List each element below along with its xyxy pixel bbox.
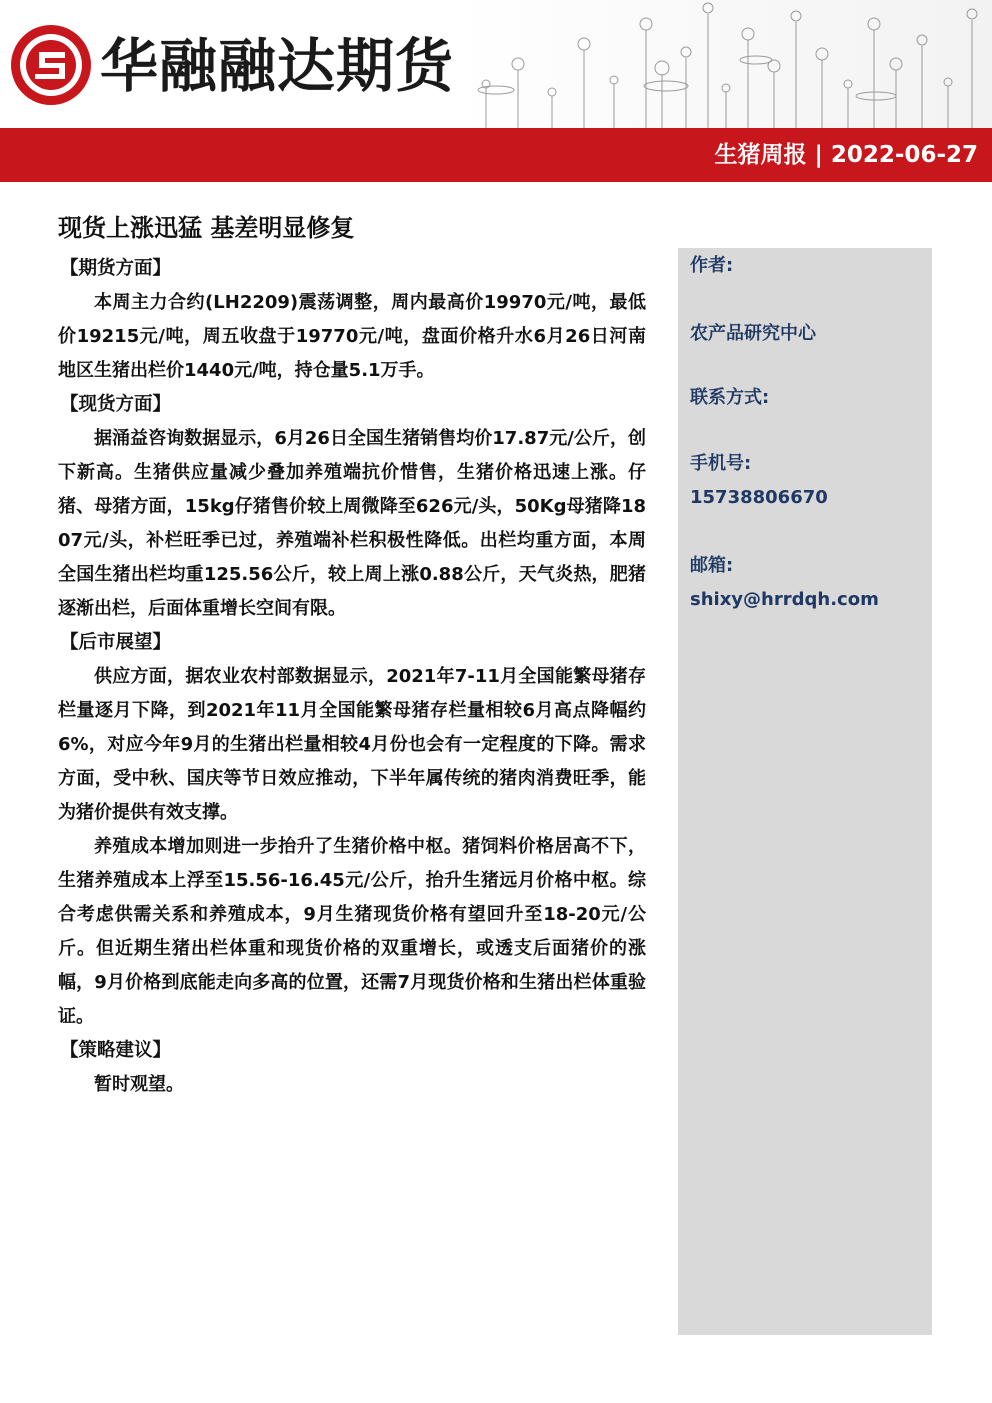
report-date: 2022-06-27: [830, 142, 978, 168]
email-value: shixy@hrrdqh.com: [690, 589, 879, 610]
phone-value: 15738806670: [690, 487, 828, 508]
author-value: 农产品研究中心: [690, 323, 816, 344]
section-spot: [58, 388, 646, 626]
banner-title: [714, 136, 978, 174]
paragraph: 暂时观望。: [94, 1074, 184, 1095]
author-sidebar: [678, 248, 932, 1335]
section-heading: 【策略建议】: [60, 1040, 172, 1061]
report-body: [58, 252, 646, 1102]
section-heading: 【后市展望】: [60, 632, 172, 653]
phone-label: 手机号:: [690, 453, 752, 474]
paragraph: 供应方面，据农业农村部数据显示，2021年7-11月全国能繁母猪存栏量逐月下降，到2021年11月全国能繁母猪存栏量相较6月高点降幅约6%，对应今年9月的生猪出栏量相较4月份也会有一定程度的下降。需求方面，受中秋、国庆等节日效应推动，下半年属传统的猪肉消费旺季，能为猪价提供有效支撑。: [58, 666, 646, 823]
paragraph: 据涌益咨询数据显示，6月26日全国生猪销售均价17.87元/公斤，创下新高。生猪供应量减少叠加养殖端抗价惜售，生猪价格迅速上涨。仔猪、母猪方面，15kg仔猪售价较上周微降至626元/头，50Kg母猪降1807元/头，补栏旺季已过，养殖端补栏积极性降低。出栏均重方面，本周全国生猪出栏均重125.56公斤，较上周上涨0.88公斤，天气炎热，肥猪逐渐出栏，后面体重增长空间有限。: [58, 428, 646, 619]
brand-name: 华融融达期货: [100, 32, 455, 100]
page-title: 现货上涨迅猛 基差明显修复: [58, 214, 355, 242]
section-heading: 【现货方面】: [60, 394, 172, 415]
logo-mark-icon: [8, 22, 94, 108]
section-outlook: [58, 626, 646, 1034]
author-label: 作者:: [690, 255, 734, 276]
header-decoration: [456, 0, 992, 128]
section-heading: 【期货方面】: [60, 258, 172, 279]
report-banner: [0, 128, 992, 182]
paragraph: 养殖成本增加则进一步抬升了生猪价格中枢。猪饲料价格居高不下，生猪养殖成本上浮至15.56-16.45元/公斤，抬升生猪远月价格中枢。综合考虑供需关系和养殖成本，9月生猪现货价格有望回升至18-20元/公斤。但近期生猪出栏体重和现货价格的双重增长，或透支后面猪价的涨幅，9月价格到底能走向多高的位置，还需7月现货价格和生猪出栏体重验证。: [58, 836, 646, 1027]
contact-label: 联系方式:: [690, 387, 770, 408]
email-label: 邮箱:: [690, 555, 734, 576]
section-futures: [58, 252, 646, 388]
banner-separator: |: [814, 142, 823, 168]
report-type: 生猪周报: [714, 142, 807, 168]
section-strategy: [58, 1034, 646, 1102]
paragraph: 本周主力合约(LH2209)震荡调整，周内最高价19970元/吨，最低价19215元/吨，周五收盘于19770元/吨，盘面价格升水6月26日河南地区生猪出栏价1440元/吨，持仓量5.1万手。: [58, 292, 646, 381]
